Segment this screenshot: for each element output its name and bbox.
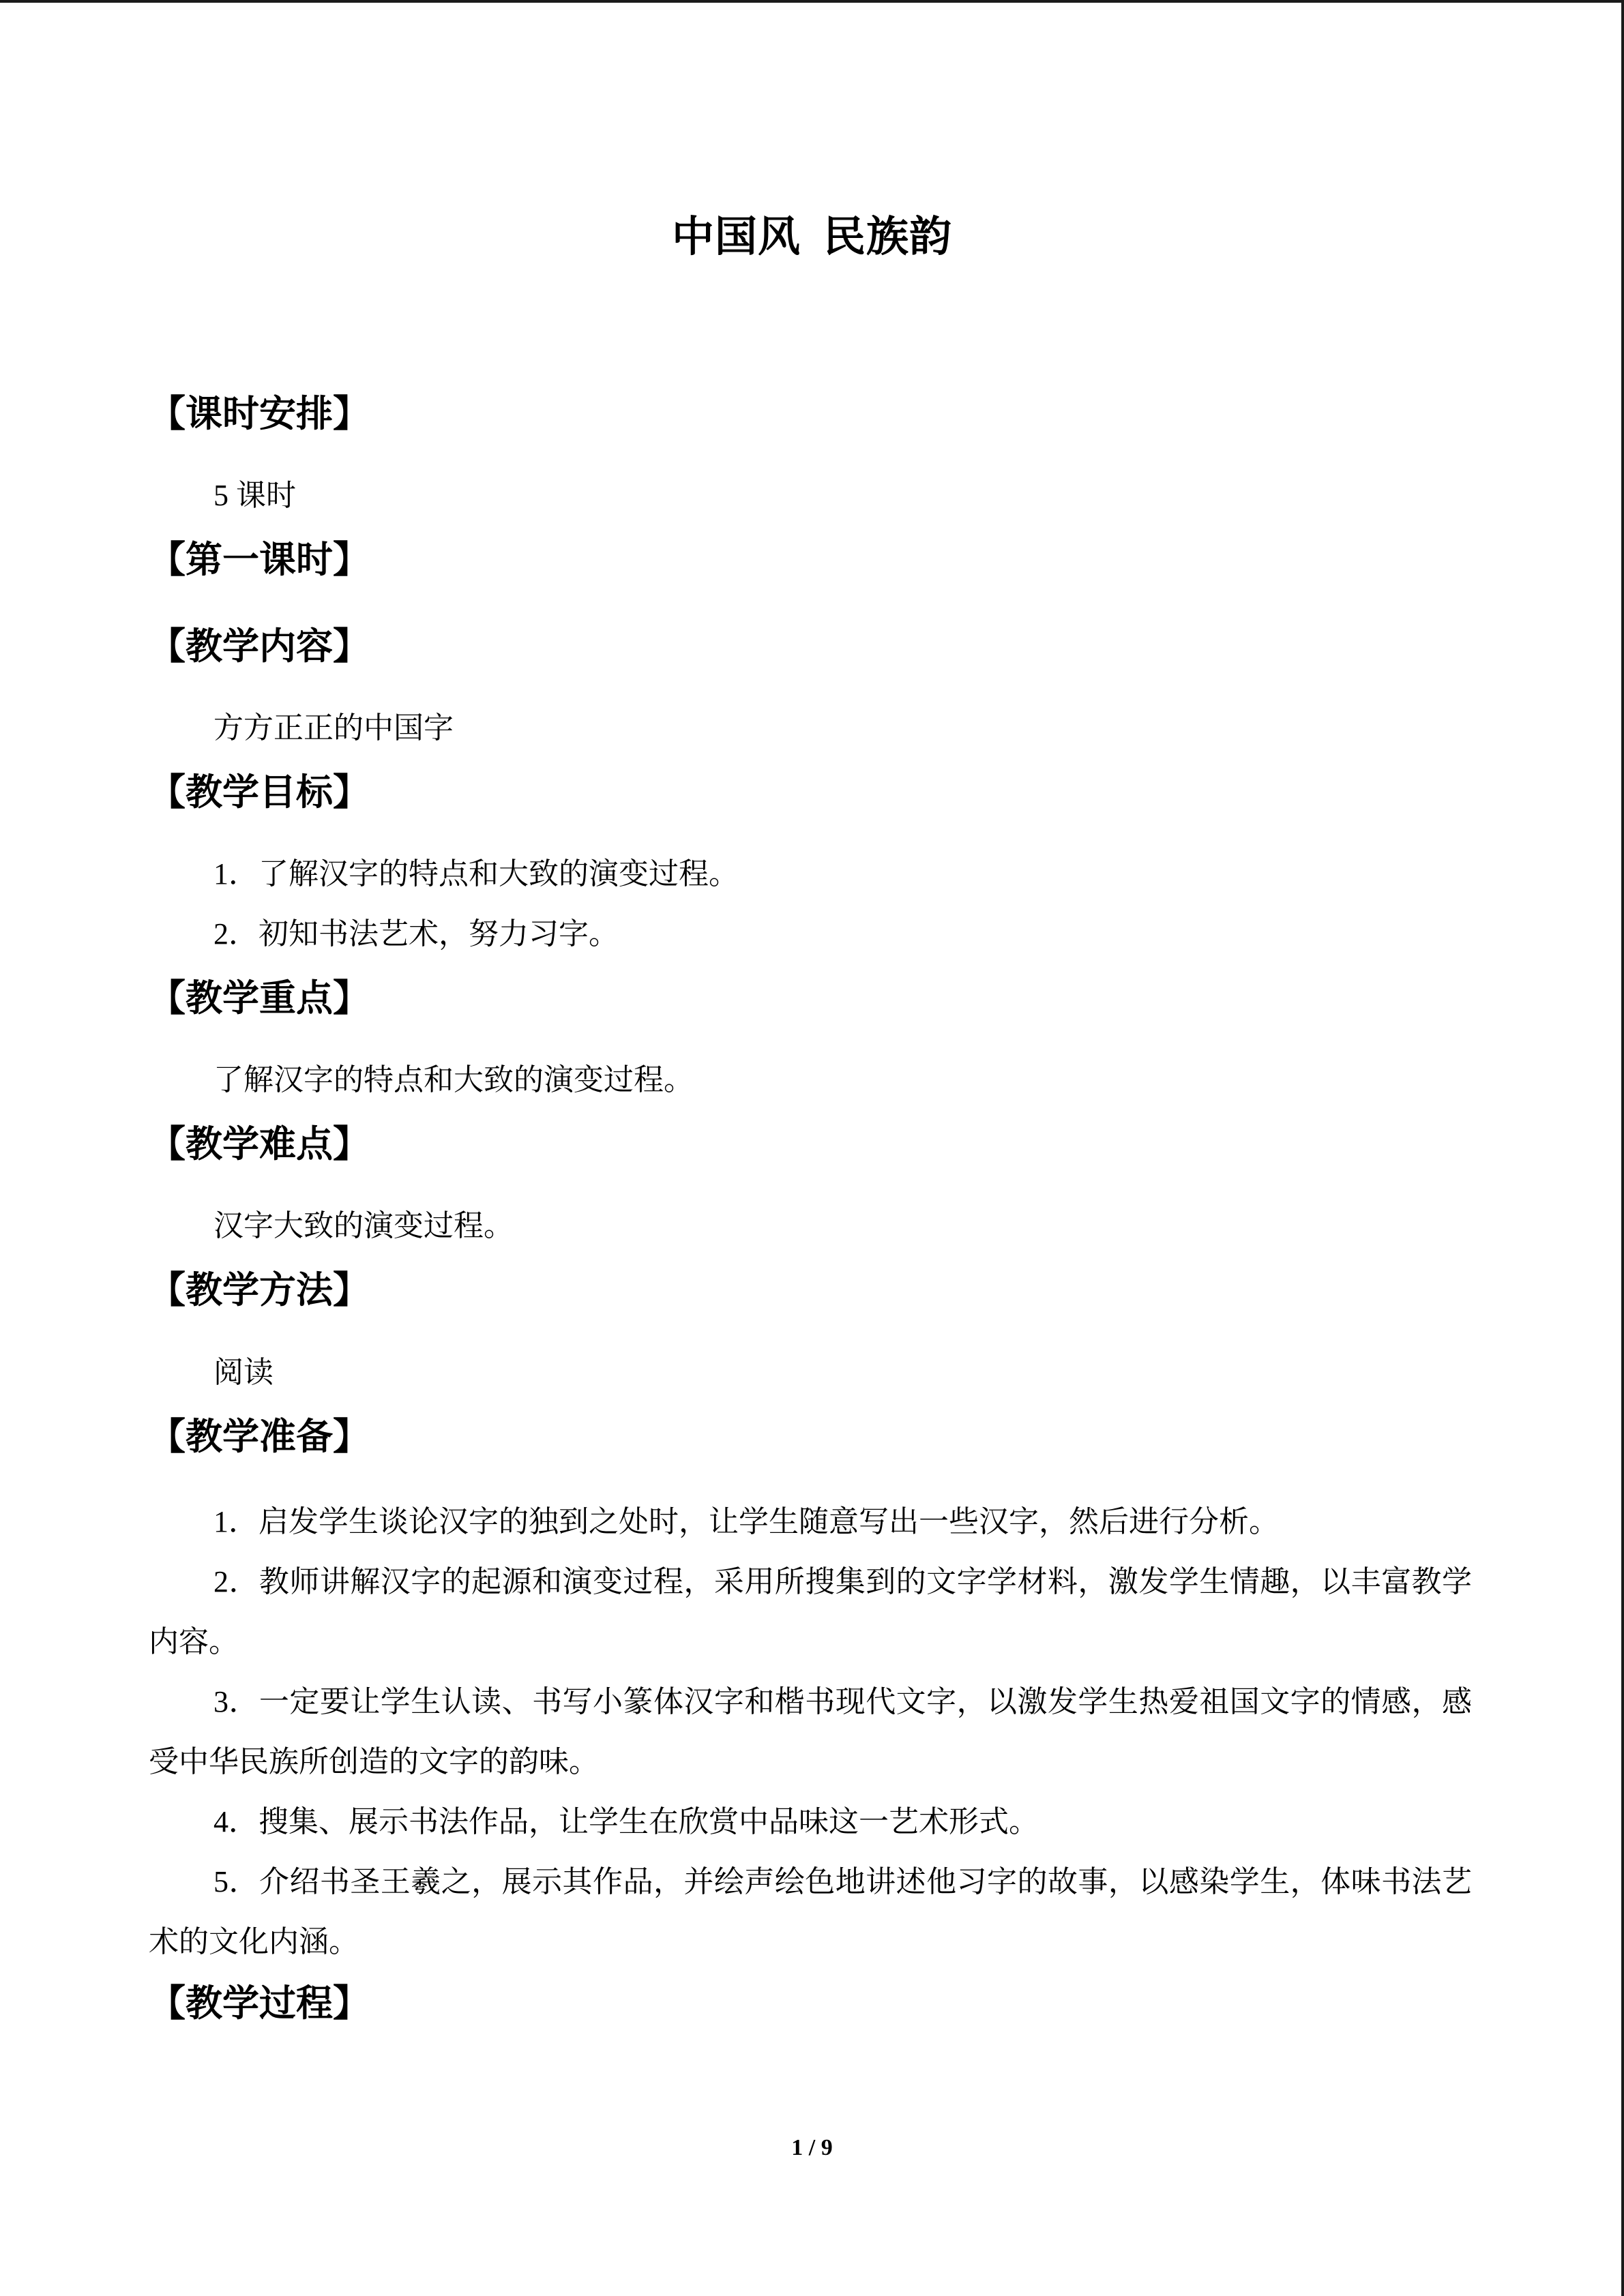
- heading-teaching-method: 【教学方法】: [149, 1270, 370, 1311]
- heading-teaching-process: 【教学过程】: [149, 1983, 370, 2024]
- page-number: 1 / 9: [791, 2135, 833, 2160]
- document-title: 中国风 民族韵: [671, 214, 952, 260]
- class-schedule-text: 5 课时: [213, 479, 296, 512]
- teaching-content-text: 方方正正的中国字: [213, 711, 454, 745]
- difficult-points-text: 汉字大致的演变过程。: [213, 1209, 514, 1242]
- preparation-item-3: 3．一定要让学生认读、书写小篆体汉字和楷书现代文字，以激发学生热爱祖国文字的情感，感受中华民族所创造的文字的韵味。: [149, 1685, 1472, 1778]
- heading-first-lesson: 【第一课时】: [149, 539, 370, 580]
- heading-difficult-points: 【教学难点】: [149, 1124, 370, 1165]
- preparation-item-2: 2．教师讲解汉字的起源和演变过程，采用所搜集到的文字学材料，激发学生情趣，以丰富教学内容。: [149, 1565, 1472, 1658]
- preparation-item-5: 5．介绍书圣王羲之，展示其作品，并绘声绘色地讲述他习字的故事，以感染学生，体味书法艺术的文化内涵。: [149, 1865, 1472, 1958]
- page-top-border: [0, 0, 1624, 3]
- heading-class-schedule: 【课时安排】: [149, 393, 370, 434]
- heading-teaching-preparation: 【教学准备】: [149, 1416, 370, 1457]
- key-points-text: 了解汉字的特点和大致的演变过程。: [213, 1063, 694, 1097]
- heading-teaching-content: 【教学内容】: [149, 626, 370, 667]
- preparation-item-4: 4．搜集、展示书法作品，让学生在欣赏中品味这一艺术形式。: [213, 1805, 1039, 1838]
- teaching-method-text: 阅读: [213, 1356, 274, 1389]
- heading-teaching-objectives: 【教学目标】: [149, 772, 370, 813]
- page-right-border: [1621, 0, 1624, 2296]
- objective-item-2: 2．初知书法艺术，努力习字。: [213, 917, 619, 951]
- objective-item-1: 1．了解汉字的特点和大致的演变过程。: [213, 857, 739, 891]
- heading-key-points: 【教学重点】: [149, 978, 370, 1019]
- preparation-item-1: 1．启发学生谈论汉字的独到之处时，让学生随意写出一些汉字，然后进行分析。: [213, 1505, 1279, 1538]
